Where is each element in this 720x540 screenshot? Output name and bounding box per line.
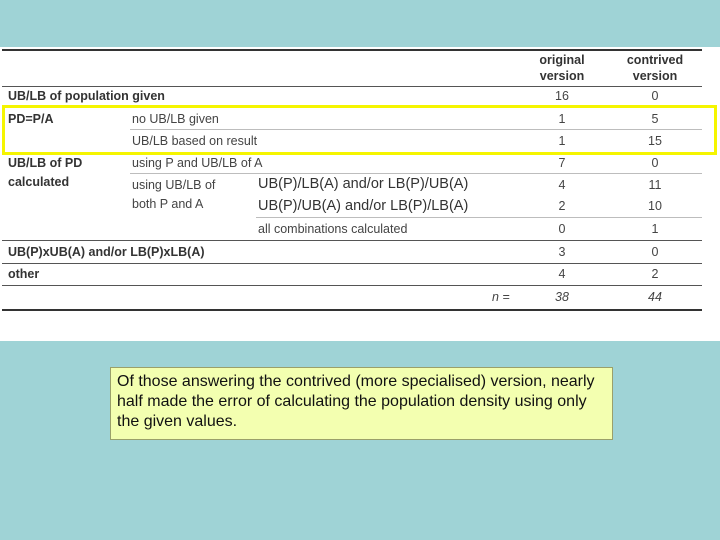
row-rule [130,173,702,174]
row-original-value: 2 [558,199,566,213]
highlight-box [2,105,717,155]
row-contrived-value: 1 [651,222,659,236]
caption-text: Of those answering the contrived (more specialised) version, nearly half made the error of calculating the population density using only the given values. [117,373,595,430]
row-contrived-value: 0 [651,156,659,170]
row-original-value: 1 [558,134,566,148]
total-label: n = [492,290,510,304]
total-original: 38 [555,290,569,304]
row-contrived-value: 5 [651,112,659,126]
row-contrived-value: 11 [648,178,662,192]
row-category: UB/LB of PD [8,156,83,170]
row-category: calculated [8,175,70,189]
header-contrived-line1: contrived [626,53,684,67]
table-top-rule [2,49,702,51]
row-contrived-value: 2 [651,267,659,281]
row-original-value: 1 [558,112,566,126]
row-subcategory: using P and UB/LB of A [132,156,263,170]
row-rule [2,263,702,264]
row-category: other [8,267,40,281]
row-contrived-value: 0 [651,245,659,259]
row-original-value: 0 [558,222,566,236]
row-category: UB(P)xUB(A) and/or LB(P)xLB(A) [8,245,205,259]
row-original-value: 16 [555,89,569,103]
row-category: UB/LB of population given [8,89,165,103]
table-bottom-rule [2,309,702,311]
row-contrived-value: 15 [648,134,662,148]
row-subcategory: UB/LB based on result [132,134,258,148]
row-rule [2,285,702,286]
header-original-line1: original [539,53,585,67]
row-rule [256,217,702,218]
row-contrived-value: 0 [651,89,659,103]
row-formula: UB(P)/LB(A) and/or LB(P)/UB(A) [258,176,469,192]
row-original-value: 4 [558,267,566,281]
row-original-value: 7 [558,156,566,170]
table-panel [0,47,720,341]
total-contrived: 44 [648,290,662,304]
header-contrived-line2: version [632,69,678,83]
row-subcategory: both P and A [132,197,204,211]
row-subcategory: no UB/LB given [132,112,219,126]
row-subcategory: using UB/LB of [132,178,216,192]
row-original-value: 3 [558,245,566,259]
row-subcategory: all combinations calculated [258,222,408,236]
row-original-value: 4 [558,178,566,192]
caption-box [110,367,613,440]
row-formula: UB(P)/UB(A) and/or LB(P)/LB(A) [258,198,469,214]
row-category: PD=P/A [8,112,54,126]
row-rule [2,240,702,241]
header-rule [2,86,702,87]
row-contrived-value: 10 [648,199,662,213]
header-original-line2: version [539,69,585,83]
